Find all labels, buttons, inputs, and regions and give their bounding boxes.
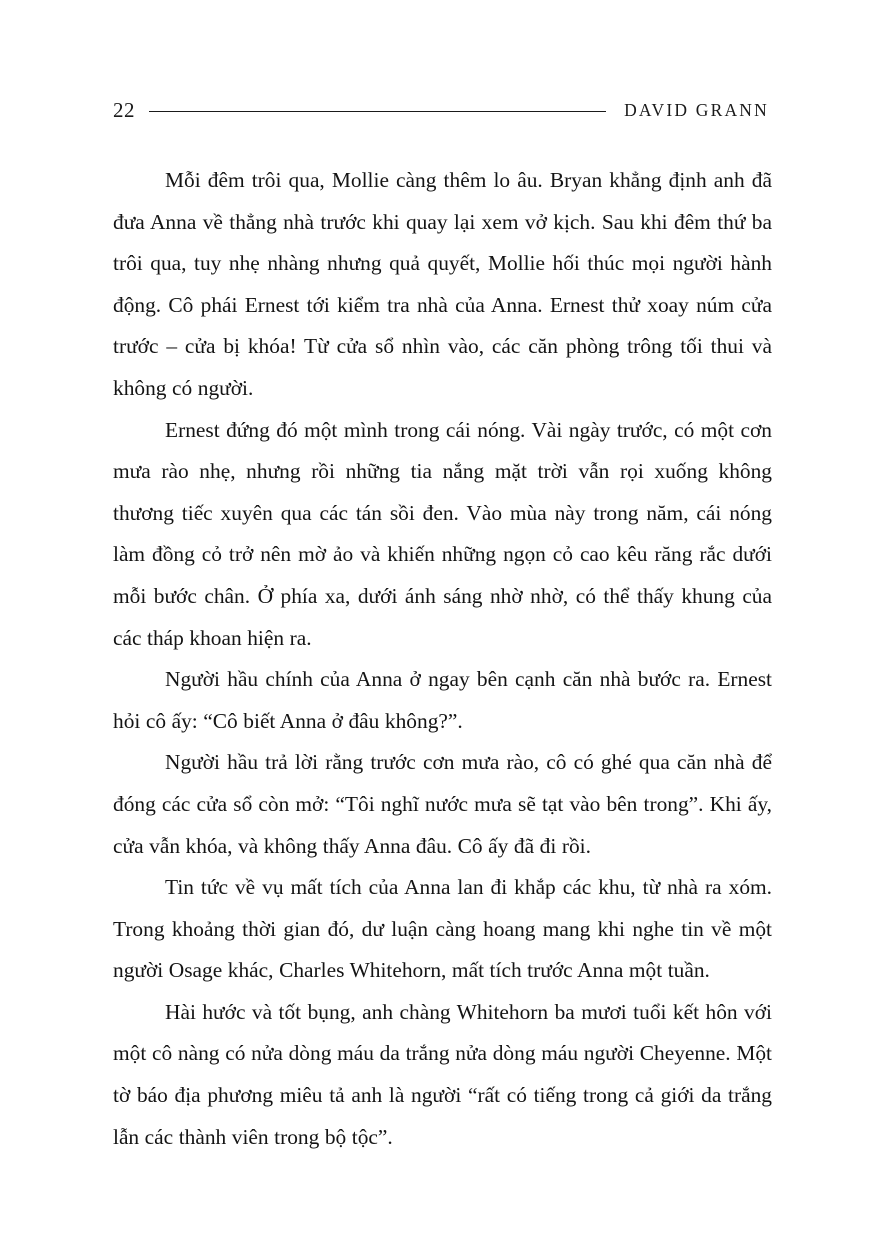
paragraph: Hài hước và tốt bụng, anh chàng Whitehorn ba mươi tuổi kết hôn với một cô nàng có nửa dòng máu da trắng nửa dòng máu người Cheyenne. Một tờ báo địa phương miêu tả anh là người “rất có tiếng trong cả giới da trắng lẫn các thành viên trong bộ tộc”. xyxy=(113,999,772,1149)
paragraph: Mỗi đêm trôi qua, Mollie càng thêm lo âu. Bryan khẳng định anh đã đưa Anna về thẳng nhà trước khi quay lại xem vở kịch. Sau khi đêm thứ ba trôi qua, tuy nhẹ nhàng nhưng quả quyết, Mollie hối thúc mọi người hành động. Cô phái Ernest tới kiểm tra nhà của Anna. Ernest thử xoay núm cửa trước – cửa bị khóa! Từ cửa sổ nhìn vào, các căn phòng trông tối thui và không có người. xyxy=(113,168,772,400)
paragraph: Tin tức về vụ mất tích của Anna lan đi khắp các khu, từ nhà ra xóm. Trong khoảng thời gian đó, dư luận càng hoang mang khi nghe tin về một người Osage khác, Charles Whitehorn, mất tích trước Anna một tuần. xyxy=(113,875,772,983)
body-text xyxy=(113,160,772,1158)
paragraph: Người hầu trả lời rằng trước cơn mưa rào, cô có ghé qua căn nhà để đóng các cửa sổ còn mở: “Tôi nghĩ nước mưa sẽ tạt vào bên trong”. Khi ấy, cửa vẫn khóa, và không thấy Anna đâu. Cô ấy đã đi rồi. xyxy=(113,750,772,858)
paragraph: Người hầu chính của Anna ở ngay bên cạnh căn nhà bước ra. Ernest hỏi cô ấy: “Cô biết Anna ở đâu không?”. xyxy=(113,667,772,733)
paragraph: Ernest đứng đó một mình trong cái nóng. Vài ngày trước, có một cơn mưa rào nhẹ, nhưng rồi những tia nắng mặt trời vẫn rọi xuống không thương tiếc xuyên qua các tán sồi đen. Vào mùa này trong năm, cái nóng làm đồng cỏ trở nên mờ ảo và khiến những ngọn cỏ cao kêu răng rắc dưới mỗi bước chân. Ở phía xa, dưới ánh sáng nhờ nhờ, có thể thấy khung của các tháp khoan hiện ra. xyxy=(113,417,772,650)
header-divider xyxy=(149,111,606,112)
page-number: 22 xyxy=(113,97,135,122)
running-head-author: DAVID GRANN xyxy=(624,99,769,120)
running-head xyxy=(113,95,769,125)
